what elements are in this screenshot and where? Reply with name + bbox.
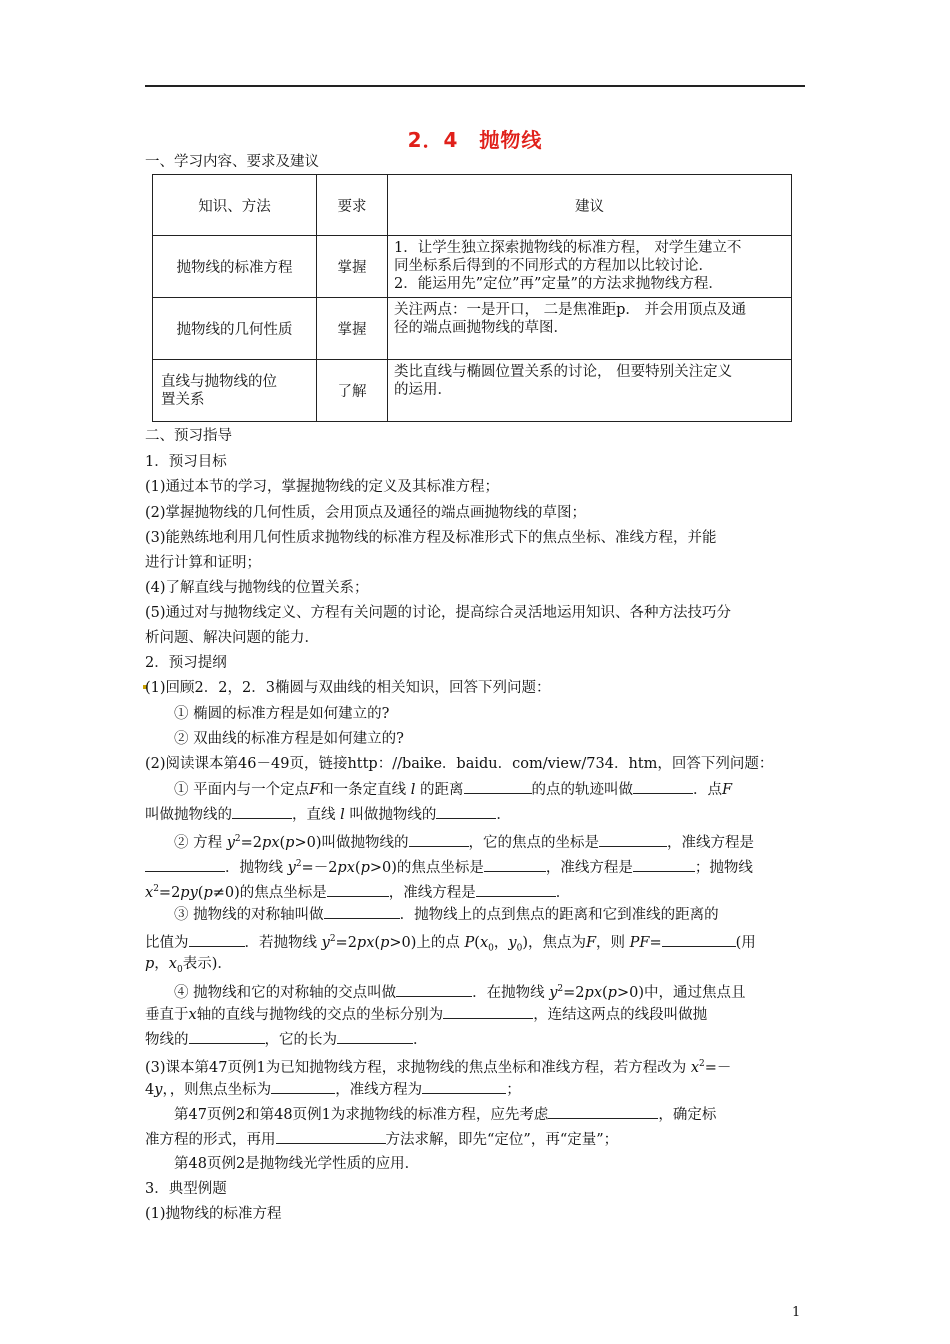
text-segment: ． xyxy=(413,1032,428,1048)
outline-question: (2)阅读课本第46－49页，链接http：//baike．baidu．com/view/734．htm，回答下列问题： xyxy=(145,756,774,772)
answer-blank[interactable] xyxy=(232,804,292,819)
fill-in-line: 比值为 ．若抛物线 $y^2=2px(p>0)$上的点 $P(x_0$，$y_0$)，焦点为F，则 PF= (用 xyxy=(145,929,756,959)
header-rule xyxy=(145,85,805,87)
fill-in-line: 垂直于x轴的直线与抛物线的交点的坐标分别为 ，连结这两点的线段叫做抛 xyxy=(145,1004,707,1025)
subheading-outline: 2．预习提纲 xyxy=(145,655,227,671)
answer-blank[interactable] xyxy=(337,1029,413,1044)
text-segment: 的距离 xyxy=(420,782,464,798)
text-segment: ③ 抛物线的对称轴叫做 xyxy=(174,907,324,923)
advice-line: 的运用． xyxy=(394,382,452,398)
text-segment: 物线的 xyxy=(145,1032,189,1048)
answer-blank[interactable] xyxy=(548,1104,658,1119)
text-segment: 垂直于 xyxy=(145,1007,189,1023)
answer-blank[interactable] xyxy=(662,932,736,947)
text-segment: 叫做抛物线的 xyxy=(349,807,437,823)
table-row xyxy=(153,360,792,422)
goal-item: (2)掌握抛物线的几何性质，会用顶点及通径的端点画抛物线的草图； xyxy=(145,505,587,521)
text-segment: 的点的轨迹叫做 xyxy=(531,782,634,798)
fill-in-line: 叫做抛物线的 ，直线 l 叫做抛物线的 ． xyxy=(145,804,511,825)
text-segment: ，直线 xyxy=(292,807,336,823)
answer-blank[interactable] xyxy=(276,1129,386,1144)
text-segment: 准方程的形式，再用 xyxy=(145,1132,276,1148)
text-segment: (用 xyxy=(735,934,756,951)
topic-line: 直线与抛物线的位 xyxy=(161,373,277,390)
text-segment: 叫做抛物线的 xyxy=(145,807,232,823)
answer-blank[interactable] xyxy=(189,1029,265,1044)
goal-item: (5)通过对与抛物线定义、方程有关问题的讨论，提高综合灵活地运用知识、各种方法技巧分 xyxy=(145,605,732,621)
answer-blank[interactable] xyxy=(327,882,389,897)
text-segment: ，它的长为 xyxy=(264,1032,337,1048)
advice-line: 同坐标系后得到的不同形式的方程加以比较讨论． xyxy=(394,258,713,274)
page-title: 2．4 抛物线 xyxy=(407,128,543,152)
text-segment: 和一条定直线 xyxy=(319,782,407,798)
fill-in-line: ② 方程 $y^2=2px(p>0)$叫做抛物线的 ，它的焦点的坐标是 ，准线方程是 xyxy=(174,829,754,853)
text-segment: 表示)． xyxy=(182,956,232,972)
outline-subquestion: ① 椭圆的标准方程是如何建立的? xyxy=(174,706,390,722)
answer-blank[interactable] xyxy=(484,857,546,872)
table-cell-advice xyxy=(388,298,792,360)
advice-line: 径的端点画抛物线的草图． xyxy=(394,320,568,336)
fill-in-line: 4y，，则焦点坐标为 ，准线方程为 ； xyxy=(145,1079,521,1100)
table-row xyxy=(153,298,792,360)
subheading-examples: 3．典型例题 xyxy=(145,1181,227,1197)
table-row xyxy=(153,236,792,298)
text-segment: 第47页例2和第48页例1为求抛物线的标准方程，应先考虑 xyxy=(174,1107,549,1123)
outline-note: 第48页例2是抛物线光学性质的应用． xyxy=(174,1156,420,1172)
subheading-goals: 1．预习目标 xyxy=(145,454,227,470)
table-cell-level: 掌握 xyxy=(317,236,388,298)
table-cell-advice xyxy=(388,236,792,298)
text-segment: ，准线方程是 xyxy=(545,859,633,876)
text-segment: ； xyxy=(506,1082,521,1098)
fill-in-line: (3)课本第47页例1为已知抛物线方程，求抛物线的焦点坐标和准线方程，若方程改为 $x^2=-$ xyxy=(145,1059,732,1076)
answer-blank[interactable] xyxy=(599,832,667,847)
advice-line: 关注两点：一是开口， 二是焦准距p． 并会用顶点及通 xyxy=(394,302,746,318)
text-segment: ，焦点为 xyxy=(527,934,586,951)
goal-item: 进行计算和证明； xyxy=(145,555,261,571)
section-heading-2: 二、预习指导 xyxy=(145,428,232,444)
table-cell-topic xyxy=(153,360,317,422)
text-segment: ，则焦点坐标为 xyxy=(169,1082,272,1098)
text-segment: (3)课本第47页例1为已知抛物线方程，求抛物线的焦点坐标和准线方程，若方程改为 xyxy=(145,1059,687,1076)
answer-blank[interactable] xyxy=(396,982,472,997)
text-segment: 叫做抛物线的 xyxy=(321,834,409,851)
text-segment: ． xyxy=(555,884,571,901)
table-cell-level: 掌握 xyxy=(317,298,388,360)
answer-blank[interactable] xyxy=(189,932,245,947)
text-segment: ． xyxy=(496,807,511,823)
answer-blank[interactable] xyxy=(443,1004,533,1019)
fill-in-line xyxy=(145,1129,618,1150)
table-cell-advice xyxy=(388,360,792,422)
text-segment: ① 平面内与一个定点 xyxy=(174,782,310,798)
answer-blank[interactable] xyxy=(271,1079,335,1094)
table-header-row xyxy=(153,175,792,236)
outline-question: (1)回顾2．2，2．3椭圆与双曲线的相关知识，回答下列问题： xyxy=(145,680,551,696)
text-segment: ，连结这两点的线段叫做抛 xyxy=(533,1007,708,1023)
advice-line: 类比直线与椭圆位置关系的讨论， 但要特别关注定义 xyxy=(394,364,733,380)
text-segment: 中，通过焦点且 xyxy=(644,984,746,1001)
text-segment: ，确定标 xyxy=(658,1107,717,1123)
table-header-cell: 建议 xyxy=(388,175,792,236)
fill-in-line: ① 平面内与一个定点F和一条定直线 l 的距离 的点的轨迹叫做 ．点F xyxy=(174,779,732,800)
section-heading-1: 一、学习内容、要求及建议 xyxy=(145,154,319,170)
advice-line: 1．让学生独立探索抛物线的标准方程， 对学生建立不 xyxy=(394,240,742,256)
text-segment: ．在抛物线 xyxy=(472,984,545,1001)
answer-blank[interactable] xyxy=(145,857,225,872)
text-segment: ．抛物线 xyxy=(225,859,283,876)
table-cell-topic: 抛物线的几何性质 xyxy=(153,298,317,360)
text-segment: ．抛物线上的点到焦点的距离和它到准线的距离的 xyxy=(399,907,719,923)
answer-blank[interactable] xyxy=(436,804,496,819)
text-segment: ，则 xyxy=(596,934,626,951)
fill-in-line: $x^2=2py(p\ne 0)$的焦点坐标是 ，准线方程是 ． xyxy=(145,879,570,903)
text-segment: ．点 xyxy=(693,782,723,798)
text-segment: ，它的焦点的坐标是 xyxy=(468,834,600,851)
answer-blank[interactable] xyxy=(476,882,556,897)
fill-in-line xyxy=(145,1029,428,1050)
goal-item: (3)能熟练地利用几何性质求抛物线的标准方程及标准形式下的焦点坐标、准线方程，并能 xyxy=(145,530,717,546)
text-segment: 轴的直线与抛物线的交点的坐标分别为 xyxy=(196,1007,444,1023)
requirements-table xyxy=(152,174,792,422)
text-segment: ，准线方程是 xyxy=(388,884,476,901)
fill-in-line: p，$x_0$表示)． xyxy=(145,956,232,975)
text-segment: ．若抛物线 xyxy=(244,934,317,951)
fill-in-line: ．抛物线 $y^2=-2px(p>0)$的焦点坐标是 ，准线方程是 ；抛物线 xyxy=(145,854,753,878)
goal-item: (1)通过本节的学习，掌握抛物线的定义及其标准方程； xyxy=(145,479,500,495)
text-segment: 上的点 xyxy=(416,934,460,951)
text-segment: 的焦点坐标是 xyxy=(239,884,327,901)
goal-item: (4)了解直线与抛物线的位置关系； xyxy=(145,580,369,596)
text-segment: 的焦点坐标是 xyxy=(396,859,484,876)
table-cell-topic: 抛物线的标准方程 xyxy=(153,236,317,298)
answer-blank[interactable] xyxy=(409,832,469,847)
advice-line: 2．能运用先”定位”再”定量”的方法求抛物线方程． xyxy=(394,276,723,292)
fill-in-line: ④ 抛物线和它的对称轴的交点叫做 ．在抛物线 $y^2=2px(p>0)$中，通过焦点且 xyxy=(174,979,746,1003)
answer-blank[interactable] xyxy=(324,904,400,919)
text-segment: ④ 抛物线和它的对称轴的交点叫做 xyxy=(174,984,397,1001)
page-number: 1 xyxy=(792,1305,801,1320)
text-segment: ，准线方程为 xyxy=(335,1082,423,1098)
answer-blank[interactable] xyxy=(464,779,532,794)
text-segment: 方法求解，即先“定位”，再“定量”； xyxy=(385,1132,619,1148)
answer-blank[interactable] xyxy=(633,857,695,872)
fill-in-line xyxy=(174,1104,716,1125)
goal-item: 析问题、解决问题的能力． xyxy=(145,630,319,646)
text-segment: ，准线方程是 xyxy=(667,834,755,851)
table-cell-level: 了解 xyxy=(317,360,388,422)
topic-line: 置关系 xyxy=(161,391,205,408)
fill-in-line xyxy=(174,904,719,925)
answer-blank[interactable] xyxy=(633,779,693,794)
example-heading: (1)抛物线的标准方程 xyxy=(145,1206,282,1222)
outline-subquestion: ② 双曲线的标准方程是如何建立的? xyxy=(174,731,404,747)
text-segment: 比值为 xyxy=(145,934,189,951)
table-header-cell: 要求 xyxy=(317,175,388,236)
table-header-cell: 知识、方法 xyxy=(153,175,317,236)
answer-blank[interactable] xyxy=(422,1079,506,1094)
text-segment: ；抛物线 xyxy=(694,859,753,876)
text-segment: ② 方程 xyxy=(174,834,223,851)
